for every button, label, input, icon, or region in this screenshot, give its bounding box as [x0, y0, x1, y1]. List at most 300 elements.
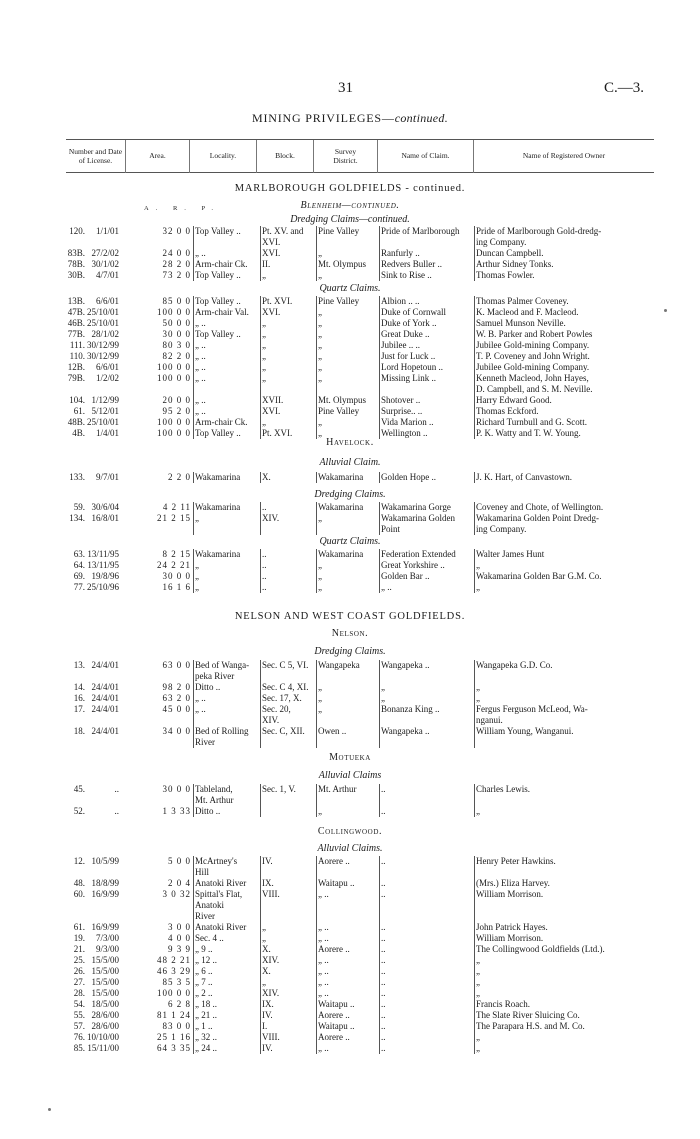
table-row — [0, 933, 700, 944]
locality: „ 18 .. — [195, 999, 217, 1009]
license-number: 133. — [69, 472, 85, 482]
license-number: 60. — [73, 889, 85, 899]
block: Pt. XV. and — [262, 226, 304, 236]
registered-owner: Coveney and Chote, of Wellington. — [476, 502, 604, 512]
license-number: 120. — [69, 226, 85, 236]
locality: „ .. — [195, 248, 206, 258]
locality: Spittal's Flat, — [195, 889, 243, 899]
license-number: 79B. — [67, 373, 85, 383]
column-rule — [316, 226, 317, 281]
license-date: 15/5/00 — [91, 988, 119, 998]
license-date: 18/8/99 — [91, 878, 119, 888]
block: .. — [262, 502, 267, 512]
section-motueka: Motueka — [329, 752, 371, 763]
block: I. — [262, 1021, 268, 1031]
section-havelock-quartz: Quartz Claims. — [319, 536, 381, 547]
claim-name: Wangapeka .. — [381, 726, 430, 736]
block: „ — [262, 373, 266, 383]
locality: „ — [195, 571, 199, 581]
claim-name: Surprise.. .. — [381, 406, 423, 416]
block: XVII. — [262, 395, 284, 405]
survey-district: „ .. — [318, 955, 329, 965]
table-row — [0, 977, 700, 988]
claim-name: Albion .. .. — [381, 296, 420, 306]
claim-name: .. — [381, 1032, 386, 1042]
license-number: 76. — [73, 1032, 85, 1042]
survey-district: Pine Valley — [318, 296, 360, 306]
license-number: 61. — [73, 406, 85, 416]
license-date: 1/1/01 — [95, 226, 119, 236]
table-row — [0, 795, 700, 806]
table-row — [0, 318, 700, 329]
section-havelock-alluvial: Alluvial Claim. — [319, 457, 381, 468]
section-havelock: Havelock. — [326, 437, 374, 448]
license-date: 6/6/01 — [95, 362, 119, 372]
survey-district: „ .. — [318, 1043, 329, 1053]
claim-name: .. — [381, 784, 386, 794]
registered-owner: (Mrs.) Eliza Harvey. — [476, 878, 550, 888]
license-date: 9/3/00 — [95, 944, 119, 954]
license-date: 25/10/01 — [86, 417, 119, 427]
block: „ — [262, 922, 266, 932]
registered-owner: „ — [476, 966, 480, 976]
column-rule — [260, 856, 261, 1054]
column-rule — [193, 856, 194, 1054]
claim-name: „ — [381, 682, 385, 692]
area: 85 0 0 — [162, 296, 191, 306]
table-row — [0, 248, 700, 259]
registered-owner: Samuel Munson Neville. — [476, 318, 566, 328]
table-row — [0, 1010, 700, 1021]
survey-district: „ — [318, 417, 322, 427]
area: 100 0 0 — [157, 307, 191, 317]
table-row — [0, 867, 700, 878]
license-date: 13/11/95 — [87, 560, 119, 570]
license-date: 16/9/99 — [91, 922, 119, 932]
locality: Top Valley .. — [195, 428, 241, 438]
area: 83 0 0 — [162, 1021, 191, 1031]
license-number: 30B. — [67, 270, 85, 280]
header-claim-name: Name of Claim. — [378, 140, 474, 173]
locality: Ditto .. — [195, 806, 221, 816]
locality: „ 9 .. — [195, 944, 213, 954]
registered-owner: The Slate River Sluicing Co. — [476, 1010, 580, 1020]
locality: „ .. — [195, 395, 206, 405]
table-row — [0, 259, 700, 270]
area: 4 2 11 — [162, 502, 191, 512]
locality: „ .. — [195, 704, 206, 714]
column-rule — [260, 549, 261, 593]
license-number: 14. — [73, 682, 85, 692]
survey-district: „ — [318, 693, 322, 703]
license-number: 13B. — [67, 296, 85, 306]
column-rule — [316, 784, 317, 817]
section-nelson-dredging: Dredging Claims. — [314, 646, 386, 657]
license-number: 48B. — [67, 417, 85, 427]
license-number: 85. — [73, 1043, 85, 1053]
block: XVI. — [262, 248, 281, 258]
license-date: 25/10/01 — [86, 318, 119, 328]
license-number: 21. — [73, 944, 85, 954]
column-rule — [193, 502, 194, 535]
block: .. — [262, 571, 267, 581]
table-row — [0, 1021, 700, 1032]
column-rule — [260, 784, 261, 817]
table-row — [0, 226, 700, 237]
claim-name: .. — [381, 955, 386, 965]
survey-district: Mt. Olympus — [318, 395, 367, 405]
column-rule — [379, 549, 380, 593]
area: 4 0 0 — [168, 933, 191, 943]
claim-name: .. — [381, 933, 386, 943]
registered-owner: William Morrison. — [476, 933, 544, 943]
claim-name: .. — [381, 1021, 386, 1031]
claim-name: .. — [381, 878, 386, 888]
area: 3 0 32 — [162, 889, 191, 899]
table-row — [0, 988, 700, 999]
section-motueka-alluvial: Alluvial Claims — [318, 770, 382, 781]
block: IV. — [262, 1010, 273, 1020]
survey-district: Aorere .. — [318, 944, 350, 954]
table-row — [0, 682, 700, 693]
license-date: 9/7/01 — [95, 472, 119, 482]
area: 46 3 29 — [157, 966, 191, 976]
table-row — [0, 737, 700, 748]
survey-district: Wakamarina — [318, 549, 364, 559]
block: XIV. — [262, 513, 280, 523]
survey-district: Aorere .. — [318, 856, 350, 866]
license-date: 15/5/00 — [91, 977, 119, 987]
registered-owner: W. B. Parker and Robert Powles — [476, 329, 593, 339]
license-number: 16. — [73, 693, 85, 703]
area: 34 0 0 — [162, 726, 191, 736]
locality: peka River — [195, 671, 235, 681]
claim-name: .. — [381, 988, 386, 998]
area: 30 0 0 — [162, 329, 191, 339]
registered-owner: „ — [476, 955, 480, 965]
claim-name: Great Duke .. — [381, 329, 430, 339]
block: „ — [262, 933, 266, 943]
survey-district: „ .. — [318, 977, 329, 987]
section-nelson: Nelson. — [331, 628, 369, 639]
claim-name: Bonanza King .. — [381, 704, 440, 714]
area: 30 0 0 — [162, 784, 191, 794]
column-rule — [474, 549, 475, 593]
block: .. — [262, 582, 267, 592]
locality: Sec. 4 .. — [195, 933, 224, 943]
area: 21 2 15 — [157, 513, 191, 523]
license-date: 30/12/99 — [86, 340, 119, 350]
locality: Top Valley .. — [195, 226, 241, 236]
claim-name: .. — [381, 922, 386, 932]
area: 3 0 0 — [168, 922, 191, 932]
survey-district: „ — [318, 806, 322, 816]
registered-owner: T. P. Coveney and John Wright. — [476, 351, 590, 361]
locality: „ 2 .. — [195, 988, 213, 998]
column-rule — [379, 472, 380, 483]
license-number: 55. — [73, 1010, 85, 1020]
license-date: 24/4/01 — [91, 682, 119, 692]
survey-district: „ .. — [318, 988, 329, 998]
column-rule — [474, 472, 475, 483]
block: X. — [262, 472, 271, 482]
block: Pt. XVI. — [262, 296, 293, 306]
license-number: 59. — [73, 502, 85, 512]
survey-district: „ — [318, 307, 322, 317]
license-date: 15/5/00 — [91, 955, 119, 965]
table-row — [0, 878, 700, 889]
license-number: 134. — [69, 513, 85, 523]
table-row — [0, 900, 700, 911]
survey-district: „ — [318, 318, 322, 328]
license-date: 10/5/99 — [91, 856, 119, 866]
license-number: 57. — [73, 1021, 85, 1031]
license-date: 27/2/02 — [91, 248, 119, 258]
registered-owner: The Collingwood Goldfields (Ltd.). — [476, 944, 605, 954]
table-row — [0, 502, 700, 513]
license-date: 1/12/99 — [91, 395, 119, 405]
locality: „ .. — [195, 362, 206, 372]
locality: Arm-chair Ck. — [195, 417, 248, 427]
section-blenheim-quartz: Quartz Claims. — [319, 283, 381, 294]
column-rule — [260, 296, 261, 439]
license-date: 30/1/02 — [91, 259, 119, 269]
column-rule — [379, 226, 380, 281]
license-date: 28/1/02 — [91, 329, 119, 339]
table-row — [0, 582, 700, 593]
column-rule — [379, 502, 380, 535]
area: 82 2 0 — [162, 351, 191, 361]
section-collingwood: Collingwood. — [317, 826, 383, 837]
survey-district: Wakamarina — [318, 502, 364, 512]
claim-name: Shotover .. — [381, 395, 421, 405]
locality: Anatoki River — [195, 878, 247, 888]
survey-district: „ — [318, 329, 322, 339]
table-row — [0, 373, 700, 384]
column-rule — [193, 472, 194, 483]
area: 25 1 16 — [157, 1032, 191, 1042]
block: VIII. — [262, 889, 280, 899]
license-number: 45. — [73, 784, 85, 794]
survey-district: „ .. — [318, 966, 329, 976]
survey-district: Mt. Olympus — [318, 259, 367, 269]
registered-owner: Fergus Ferguson McLeod, Wa- — [476, 704, 588, 714]
survey-district: Pine Valley — [318, 406, 360, 416]
column-rule — [316, 472, 317, 483]
column-rule — [474, 856, 475, 1054]
license-number: 110. — [69, 351, 85, 361]
area: 2 0 4 — [168, 878, 191, 888]
area: 100 0 0 — [157, 988, 191, 998]
table-row — [0, 296, 700, 307]
registered-owner: Richard Turnbull and G. Scott. — [476, 417, 588, 427]
table-row — [0, 966, 700, 977]
license-date: 15/11/00 — [87, 1043, 119, 1053]
claim-name: Missing Link .. — [381, 373, 437, 383]
license-number: 26. — [73, 966, 85, 976]
registered-owner: Wakamarina Golden Bar G.M. Co. — [476, 571, 602, 581]
area: 73 2 0 — [162, 270, 191, 280]
registered-owner: „ — [476, 693, 480, 703]
page-number: 31 — [338, 80, 353, 96]
registered-owner: John Patrick Hayes. — [476, 922, 548, 932]
table-row — [0, 417, 700, 428]
registered-owner: D. Campbell, and S. M. Neville. — [476, 384, 593, 394]
license-date: 24/4/01 — [91, 726, 119, 736]
claim-name: Golden Bar .. — [381, 571, 430, 581]
table-row — [0, 384, 700, 395]
survey-district: Waitapu .. — [318, 1021, 355, 1031]
survey-district: „ — [318, 682, 322, 692]
registered-owner: „ — [476, 977, 480, 987]
license-number: 111. — [69, 340, 85, 350]
claim-name: Lord Hopetoun .. — [381, 362, 443, 372]
license-date: 16/9/99 — [91, 889, 119, 899]
column-rule — [474, 502, 475, 535]
block: IV. — [262, 856, 273, 866]
license-number: 54. — [73, 999, 85, 1009]
registered-owner: Jubilee Gold-mining Company. — [476, 362, 590, 372]
table-row — [0, 999, 700, 1010]
claim-name: Pride of Marlborough — [381, 226, 460, 236]
title-main: MINING PRIVILEGES— — [251, 111, 395, 125]
claim-name: Jubilee .. .. — [381, 340, 420, 350]
column-rule — [260, 502, 261, 535]
column-rule — [379, 296, 380, 439]
registered-owner: Thomas Eckford. — [476, 406, 539, 416]
claim-name: Wangapeka .. — [381, 660, 430, 670]
section-collingwood-alluvial: Alluvial Claims. — [317, 843, 383, 854]
area: 24 2 21 — [157, 560, 191, 570]
block: XIV. — [262, 988, 280, 998]
header-locality: Locality. — [190, 140, 257, 173]
claim-name: .. — [381, 977, 386, 987]
block: XVI. — [262, 237, 281, 247]
license-date: 30/12/99 — [86, 351, 119, 361]
locality: Wakamarina — [195, 502, 241, 512]
block: X. — [262, 944, 271, 954]
column-rule — [379, 856, 380, 1054]
locality: Top Valley .. — [195, 329, 241, 339]
table-row — [0, 955, 700, 966]
claim-name: Wakamarina Gorge — [381, 502, 451, 512]
header-number: Number and Date of License. — [66, 140, 126, 173]
table-row — [0, 944, 700, 955]
license-date: 28/6/00 — [91, 1021, 119, 1031]
table-row — [0, 1032, 700, 1043]
license-number: 19. — [73, 933, 85, 943]
survey-district: „ — [318, 513, 322, 523]
registered-owner: Walter James Hunt — [476, 549, 545, 559]
claim-name: .. — [381, 856, 386, 866]
area: 28 2 0 — [162, 259, 191, 269]
table-row — [0, 406, 700, 417]
area: 63 0 0 — [162, 660, 191, 670]
block: „ — [262, 351, 266, 361]
table-row — [0, 1043, 700, 1054]
block: XIV. — [262, 955, 280, 965]
locality: „ 21 .. — [195, 1010, 217, 1020]
survey-district: „ — [318, 362, 322, 372]
table-row — [0, 660, 700, 671]
table-row — [0, 715, 700, 726]
claim-name: Ranfurly .. — [381, 248, 420, 258]
survey-district: „ — [318, 248, 322, 258]
area: 1 3 33 — [162, 806, 191, 816]
area: 100 0 0 — [157, 417, 191, 427]
area: 98 2 0 — [162, 682, 191, 692]
block: IX. — [262, 999, 274, 1009]
license-number: 12B. — [67, 362, 85, 372]
registered-owner: „ — [476, 1032, 480, 1042]
registered-owner: The Parapara H.S. and M. Co. — [476, 1021, 585, 1031]
column-rule — [379, 784, 380, 817]
license-number: 104. — [69, 395, 85, 405]
header-survey-district: Survey District. — [314, 140, 378, 173]
license-number: 13. — [73, 660, 85, 670]
locality: „ .. — [195, 351, 206, 361]
locality: Ditto .. — [195, 682, 221, 692]
block: X. — [262, 966, 271, 976]
block: IX. — [262, 878, 274, 888]
license-number: 47B. — [67, 307, 85, 317]
registered-owner: Kenneth Macleod, John Hayes, — [476, 373, 589, 383]
table-row — [0, 806, 700, 817]
block: II. — [262, 259, 271, 269]
claim-name: .. — [381, 966, 386, 976]
license-date: 5/12/01 — [91, 406, 119, 416]
area: 50 0 0 — [162, 318, 191, 328]
claim-name: Just for Luck .. — [381, 351, 436, 361]
title-suffix: continued. — [394, 111, 449, 125]
survey-district: Aorere .. — [318, 1032, 350, 1042]
license-number: 69. — [73, 571, 85, 581]
license-date: 1/4/01 — [95, 428, 119, 438]
claim-name: Duke of Cornwall — [381, 307, 446, 317]
locality: Mt. Arthur — [195, 795, 234, 805]
survey-district: Owen .. — [318, 726, 347, 736]
column-rule — [316, 549, 317, 593]
area: 80 3 0 — [162, 340, 191, 350]
table-row — [0, 472, 700, 483]
registered-owner: „ — [476, 582, 480, 592]
table-row — [0, 889, 700, 900]
registered-owner: Wakamarina Golden Point Dredg- — [476, 513, 599, 523]
license-number: 77. — [73, 582, 85, 592]
table-row — [0, 362, 700, 373]
license-number: 12. — [73, 856, 85, 866]
area: 85 3 5 — [162, 977, 191, 987]
table-row — [0, 693, 700, 704]
locality: River — [195, 911, 215, 921]
claim-name: Vida Marion .. — [381, 417, 434, 427]
table-row — [0, 571, 700, 582]
license-date: 24/4/01 — [91, 660, 119, 670]
license-number: 61. — [73, 922, 85, 932]
column-rule — [316, 856, 317, 1054]
registered-owner: Francis Roach. — [476, 999, 530, 1009]
registered-owner: Harry Edward Good. — [476, 395, 552, 405]
block: „ — [262, 329, 266, 339]
table-row — [0, 340, 700, 351]
registered-owner: Charles Lewis. — [476, 784, 530, 794]
column-header — [66, 139, 654, 173]
table-row — [0, 549, 700, 560]
survey-district: Waitapu .. — [318, 878, 355, 888]
area: 48 2 21 — [157, 955, 191, 965]
claim-name: Golden Hope .. — [381, 472, 436, 482]
locality: „ .. — [195, 340, 206, 350]
